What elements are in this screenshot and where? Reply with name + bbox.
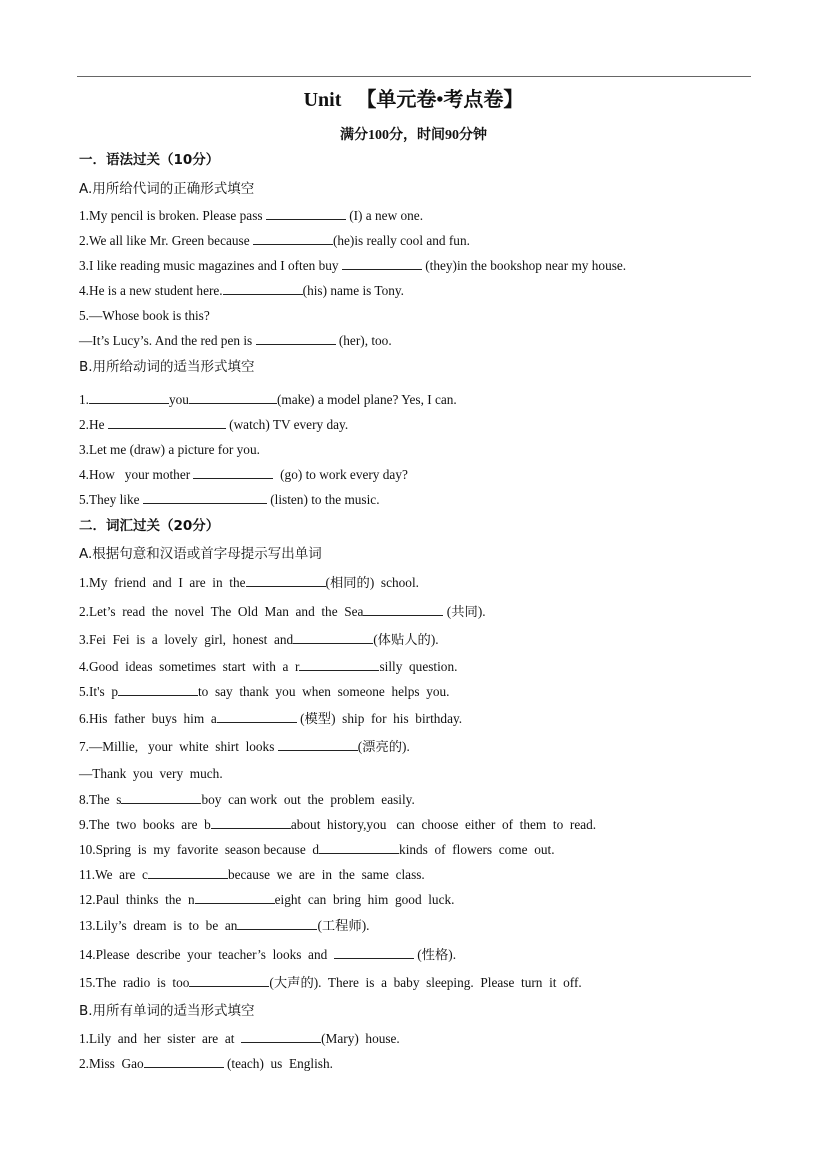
question-line: 5.It's p to say thank you when someone helps you. xyxy=(79,684,450,699)
question-line: 6.His father buys him a (模型) ship for his birthday. xyxy=(79,711,463,726)
answer-blank[interactable] xyxy=(253,232,333,245)
answer-blank[interactable] xyxy=(256,332,336,345)
answer-blank[interactable] xyxy=(241,1030,321,1043)
question-line: 3.I like reading music magazines and I often buy (they)in the bookshop near my house. xyxy=(79,258,627,273)
page-title xyxy=(0,83,827,112)
answer-blank[interactable] xyxy=(319,841,399,854)
part-heading-pronouns: A.用所给代词的正确形式填空 xyxy=(79,181,255,197)
answer-blank[interactable] xyxy=(293,631,373,644)
question-line: 9.The two books are b about history,you can choose either of them to read. xyxy=(79,817,597,832)
question-line: —It’s Lucy’s. And the red pen is (her), too. xyxy=(79,333,392,348)
question-line: 12.Paul thinks the n eight can bring him good luck. xyxy=(79,892,455,907)
part-heading-hints: A.根据句意和汉语或首字母提示写出单词 xyxy=(79,546,322,562)
title-unit: Unit xyxy=(303,89,342,111)
question-line: 4.He is a new student here. (his) name is Tony. xyxy=(79,283,405,298)
question-line: 1.Lily and her sister are at (Mary) house. xyxy=(79,1031,400,1046)
page-subtitle: 满分100分，时间90分钟 xyxy=(340,128,487,143)
question-line: 4.Good ideas sometimes start with a r silly question. xyxy=(79,659,458,674)
question-line: 1. you (make) a model plane? Yes, I can. xyxy=(79,392,457,407)
answer-blank[interactable] xyxy=(334,946,414,959)
answer-blank[interactable] xyxy=(217,710,297,723)
answer-blank[interactable] xyxy=(195,891,275,904)
answer-blank[interactable] xyxy=(121,791,201,804)
part-heading-verbs: B.用所给动词的适当形式填空 xyxy=(79,359,255,375)
question-line: 11.We are c because we are in the same class. xyxy=(79,867,425,882)
question-line: 4.How your mother (go) to work every day? xyxy=(79,467,408,482)
question-line: 3.Fei Fei is a lovely girl, honest and (体贴人的). xyxy=(79,632,439,647)
part-heading-word-forms: B.用所有单词的适当形式填空 xyxy=(79,1003,255,1019)
question-line: 10.Spring is my favorite season because d kinds of flowers come out. xyxy=(79,842,555,857)
question-line: 2.He (watch) TV every day. xyxy=(79,417,349,432)
answer-blank[interactable] xyxy=(266,207,346,220)
answer-blank[interactable] xyxy=(193,466,273,479)
answer-blank[interactable] xyxy=(237,917,317,930)
answer-blank[interactable] xyxy=(363,603,443,616)
section-heading-grammar: 一．语法过关（10分） xyxy=(79,152,220,168)
answer-blank[interactable] xyxy=(144,1055,224,1068)
answer-blank[interactable] xyxy=(189,391,277,404)
title-bracket: 【单元卷•考点卷】 xyxy=(356,89,524,111)
question-line: 2.Miss Gao (teach) us English. xyxy=(79,1056,333,1071)
question-line: 14.Please describe your teacher’s looks and (性格). xyxy=(79,947,457,962)
answer-blank[interactable] xyxy=(246,574,326,587)
answer-blank[interactable] xyxy=(143,491,267,504)
question-line: 7.—Millie, your white shirt looks (漂亮的). xyxy=(79,739,410,754)
question-line: 8.The s boy can work out the problem easily. xyxy=(79,792,415,807)
answer-blank[interactable] xyxy=(108,416,226,429)
top-rule xyxy=(77,76,751,77)
answer-blank[interactable] xyxy=(148,866,228,879)
question-line: 5.They like (listen) to the music. xyxy=(79,492,380,507)
question-line: 5.—Whose book is this? xyxy=(79,308,210,323)
answer-blank[interactable] xyxy=(89,391,169,404)
question-line: 2.We all like Mr. Green because (he)is really cool and fun. xyxy=(79,233,470,248)
question-line: 3.Let me (draw) a picture for you. xyxy=(79,442,260,457)
answer-blank[interactable] xyxy=(223,282,303,295)
answer-blank[interactable] xyxy=(278,738,358,751)
question-line: 15.The radio is too (大声的). There is a baby sleeping. Please turn it off. xyxy=(79,975,582,990)
question-line: 2.Let’s read the novel The Old Man and the Sea (共同). xyxy=(79,604,486,619)
answer-blank[interactable] xyxy=(189,974,269,987)
question-line: 1.My friend and I are in the (相同的) school. xyxy=(79,575,419,590)
answer-blank[interactable] xyxy=(342,257,422,270)
answer-blank[interactable] xyxy=(211,816,291,829)
section-heading-vocabulary: 二．词汇过关（20分） xyxy=(79,518,220,534)
answer-blank[interactable] xyxy=(118,683,198,696)
question-line: —Thank you very much. xyxy=(79,766,223,781)
question-line: 1.My pencil is broken. Please pass (I) a new one. xyxy=(79,208,424,223)
answer-blank[interactable] xyxy=(299,658,379,671)
question-line: 13.Lily’s dream is to be an (工程师). xyxy=(79,918,370,933)
